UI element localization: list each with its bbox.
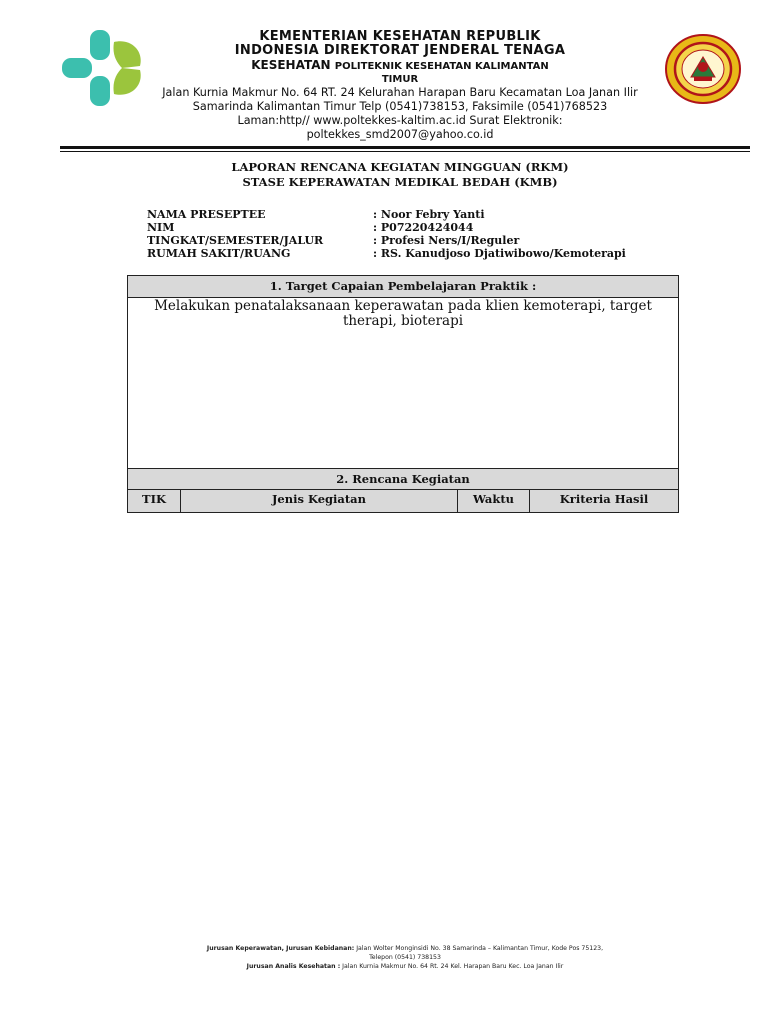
website: Laman:http// www.poltekkes-kaltim.ac.id Surat Elektronik: [237, 114, 563, 127]
info-row [147, 247, 626, 260]
footer-phone: Telepon (0541) 738153 [369, 954, 441, 961]
section1-heading: 1. Target Capaian Pembelajaran Praktik : [128, 276, 678, 298]
section2-heading: 2. Rencana Kegiatan [128, 469, 678, 490]
learning-target-text: Melakukan penatalaksanaan keperawatan pada klien kemoterapi, target therapi, bioterapi [128, 298, 678, 469]
info-label: NIM [147, 221, 175, 234]
info-value: : Noor Febry Yanti [373, 208, 485, 221]
column-header-waktu: Waktu [458, 490, 530, 512]
letterhead-rule-thick [60, 146, 750, 149]
column-header-jenis-kegiatan: Jenis Kegiatan [181, 490, 458, 512]
poltekkes-seal-logo [664, 33, 742, 105]
email: poltekkes_smd2007@yahoo.co.id [306, 128, 494, 141]
report-title-line1: LAPORAN RENCANA KEGIATAN MINGGUAN (RKM) [231, 160, 569, 174]
address: Jalan Kurnia Makmur No. 64 RT. 24 Kelurahan Harapan Baru Kecamatan Loa Janan Ilir Samarinda Kalimantan Timur Telp (0541)738153, Faksimile (0541)768523 [162, 86, 638, 113]
info-row [147, 208, 626, 221]
student-info-table [147, 208, 626, 260]
plan-column-headers [128, 490, 678, 512]
letterhead [150, 30, 650, 142]
info-value: : P07220424044 [373, 221, 474, 234]
info-row [147, 221, 626, 234]
info-label: RUMAH SAKIT/RUANG [147, 247, 291, 260]
ministry-name-line2: INDONESIA DIREKTORAT JENDERAL TENAGA [234, 43, 566, 58]
ministry-name-line3 [150, 58, 650, 74]
letterhead-rule-thin [60, 151, 750, 152]
column-header-tik: TIK [128, 490, 181, 512]
ministry-name-line1: KEMENTERIAN KESEHATAN REPUBLIK [259, 29, 541, 44]
info-value: : RS. Kanudjoso Djatiwibowo/Kemoterapi [373, 247, 626, 260]
info-row [147, 234, 626, 247]
institution-name: POLITEKNIK KESEHATAN KALIMANTAN [334, 61, 549, 72]
kemenkes-logo [60, 28, 146, 108]
ministry-name-line3-main: KESEHATAN [251, 58, 331, 72]
info-label: NAMA PRESEPTEE [147, 208, 266, 221]
footer-line3 [140, 962, 670, 971]
info-value: : Profesi Ners/I/Reguler [373, 234, 520, 247]
logo-leaf-top [113, 41, 140, 68]
footer-dept-analis: Jurusan Analis Kesehatan : [246, 963, 341, 970]
footer-address1: Jalan Wolter Monginsidi No. 38 Samarinda – Kalimantan Timur, Kode Pos 75123, [354, 945, 604, 952]
info-label: TINGKAT/SEMESTER/JALUR [147, 234, 324, 247]
logo-leaf-bottom [113, 68, 140, 95]
column-header-kriteria-hasil: Kriteria Hasil [559, 492, 649, 506]
footer-dept-names: Jurusan Keperawatan, Jurusan Kebidanan: [206, 945, 355, 952]
institution-name-line2: TIMUR [381, 74, 419, 85]
footer-line1 [140, 944, 670, 953]
logo-petal-left [62, 58, 92, 78]
page-footer [140, 944, 670, 972]
activity-plan-table [127, 275, 679, 513]
report-title-line2: STASE KEPERAWATAN MEDIKAL BEDAH (KMB) [242, 175, 558, 189]
logo-petal-bottom [90, 76, 110, 106]
footer-address2: Jalan Kurnia Makmur No. 64 Rt. 24 Kel. Harapan Baru Kec. Loa Janan Ilir [340, 963, 564, 970]
report-title [130, 160, 670, 190]
logo-petal-top [90, 30, 110, 60]
